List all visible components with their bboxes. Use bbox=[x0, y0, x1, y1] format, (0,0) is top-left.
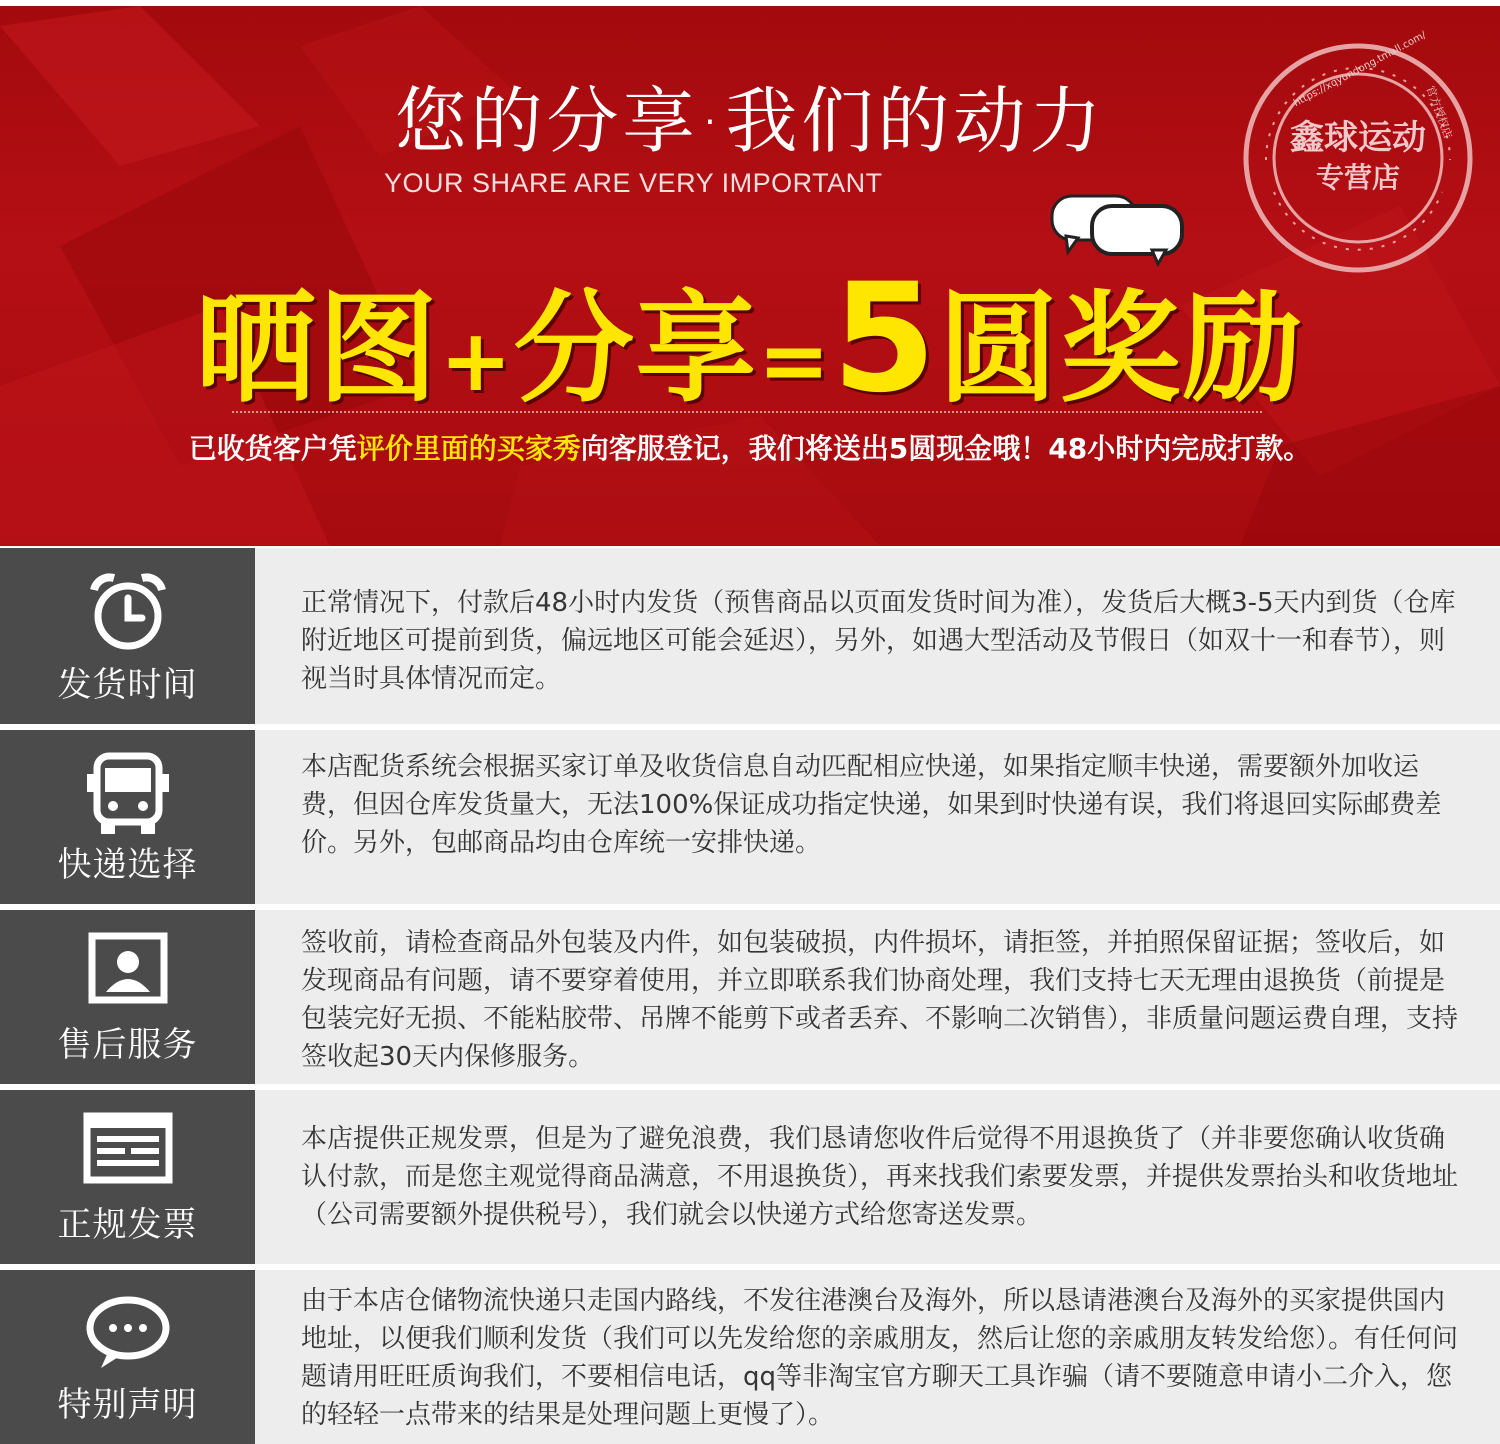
policy-row-sidebar bbox=[0, 910, 255, 1084]
policy-row-label: 发货时间 bbox=[57, 665, 198, 705]
speech-bubbles-icon bbox=[1048, 192, 1188, 268]
promo-banner bbox=[0, 6, 1500, 546]
policy-row-text: 正常情况下，付款后48小时内发货（预售商品以页面发货时间为准），发货后大概3-5天内到货（仓库附近地区可提前到货，偏远地区可能会延迟），另外，如遇大型活动及节假日（如双十一和春节），则视当时具体情况而定。 bbox=[255, 548, 1500, 724]
policy-row-text: 签收前，请检查商品外包装及内件，如包装破损，内件损坏，请拒签，并拍照保留证据；签收后，如发现商品有问题，请不要穿着使用，并立即联系我们协商处理，我们支持七天无理由退换货（前提是包装完好无损、不能粘胶带、吊牌不能剪下或者丢弃、不影响二次销售），非质量问题运费自理，支持签收起30天内保修服务。 bbox=[255, 910, 1500, 1084]
policy-row-shipping-time bbox=[0, 548, 1500, 724]
invoice-icon bbox=[83, 1112, 173, 1186]
banner-subheadline: YOUR SHARE ARE VERY IMPORTANT bbox=[384, 168, 883, 198]
reward-part-share: 分享 bbox=[513, 280, 758, 419]
policy-row-special-statement bbox=[0, 1270, 1500, 1444]
policy-row-sidebar bbox=[0, 1270, 255, 1444]
notice-post: 向客服登记，我们将送出5圆现金哦！48小时内完成打款。 bbox=[580, 432, 1312, 465]
policy-row-sidebar bbox=[0, 730, 255, 904]
notice-highlight: 评价里面的买家秀 bbox=[356, 432, 581, 465]
policy-row-after-sales bbox=[0, 910, 1500, 1084]
alarm-clock-icon bbox=[88, 570, 168, 654]
banner-headline: 您的分享·我们的动力 bbox=[394, 79, 1106, 163]
customer-service-icon bbox=[88, 932, 168, 1006]
reward-equals-sign: = bbox=[757, 311, 832, 411]
policy-row-label: 特别声明 bbox=[57, 1385, 198, 1425]
policy-row-label: 售后服务 bbox=[57, 1025, 198, 1065]
policy-row-text: 由于本店仓储物流快递只走国内路线，不发往港澳台及海外，所以恳请港澳台及海外的买家提供国内地址，以便我们顺利发货（我们可以先发给您的亲戚朋友，然后让您的亲戚朋友转发给您）。有任何问题请用旺旺质询我们，不要相信电话，qq等非淘宝官方聊天工具诈骗（请不要随意申请小二介入，您的轻轻一点带来的结果是处理问题上更慢了）。 bbox=[255, 1270, 1500, 1444]
policy-row-sidebar bbox=[0, 1090, 255, 1264]
policy-row-text: 本店提供正规发票，但是为了避免浪费，我们恳请您收件后觉得不用退换货了（并非要您确认收货确认付款，而是您主观觉得商品满意，不用退换货），再来找我们索要发票，并提供发票抬头和收货地址（公司需要额外提供税号），我们就会以快递方式给您寄送发票。 bbox=[255, 1090, 1500, 1264]
reward-part-prize: 圆奖励 bbox=[938, 280, 1305, 419]
policy-row-label: 正规发票 bbox=[57, 1205, 198, 1245]
policy-row-sidebar bbox=[0, 548, 255, 724]
banner-notice bbox=[0, 426, 1500, 472]
bus-icon bbox=[83, 752, 173, 836]
reward-amount: 5 bbox=[831, 252, 939, 426]
chat-bubble-icon bbox=[83, 1292, 173, 1372]
notice-pre: 已收货客户凭 bbox=[188, 432, 357, 465]
dotted-divider bbox=[232, 411, 1262, 413]
stamp-store-type: 专营店 bbox=[1315, 161, 1400, 194]
policy-row-invoice bbox=[0, 1090, 1500, 1264]
stamp-url-text: https://xqyundong.tmall.com/ bbox=[1291, 29, 1429, 110]
reward-part-photo: 晒图 bbox=[195, 280, 440, 419]
reward-plus-sign: + bbox=[439, 311, 514, 411]
stamp-side-text: 官方授权店 bbox=[1423, 84, 1455, 141]
policy-row-text: 本店配货系统会根据买家订单及收货信息自动匹配相应快递，如果指定顺丰快递，需要额外加收运费，但因仓库发货量大，无法100%保证成功指定快递，如果到时快递有误，我们将退回实际邮费差价。另外，包邮商品均由仓库统一安排快递。 bbox=[255, 730, 1500, 904]
policy-row-label: 快递选择 bbox=[57, 845, 198, 885]
policy-row-courier-choice bbox=[0, 730, 1500, 904]
stamp-store-name: 鑫球运动 bbox=[1290, 118, 1426, 158]
